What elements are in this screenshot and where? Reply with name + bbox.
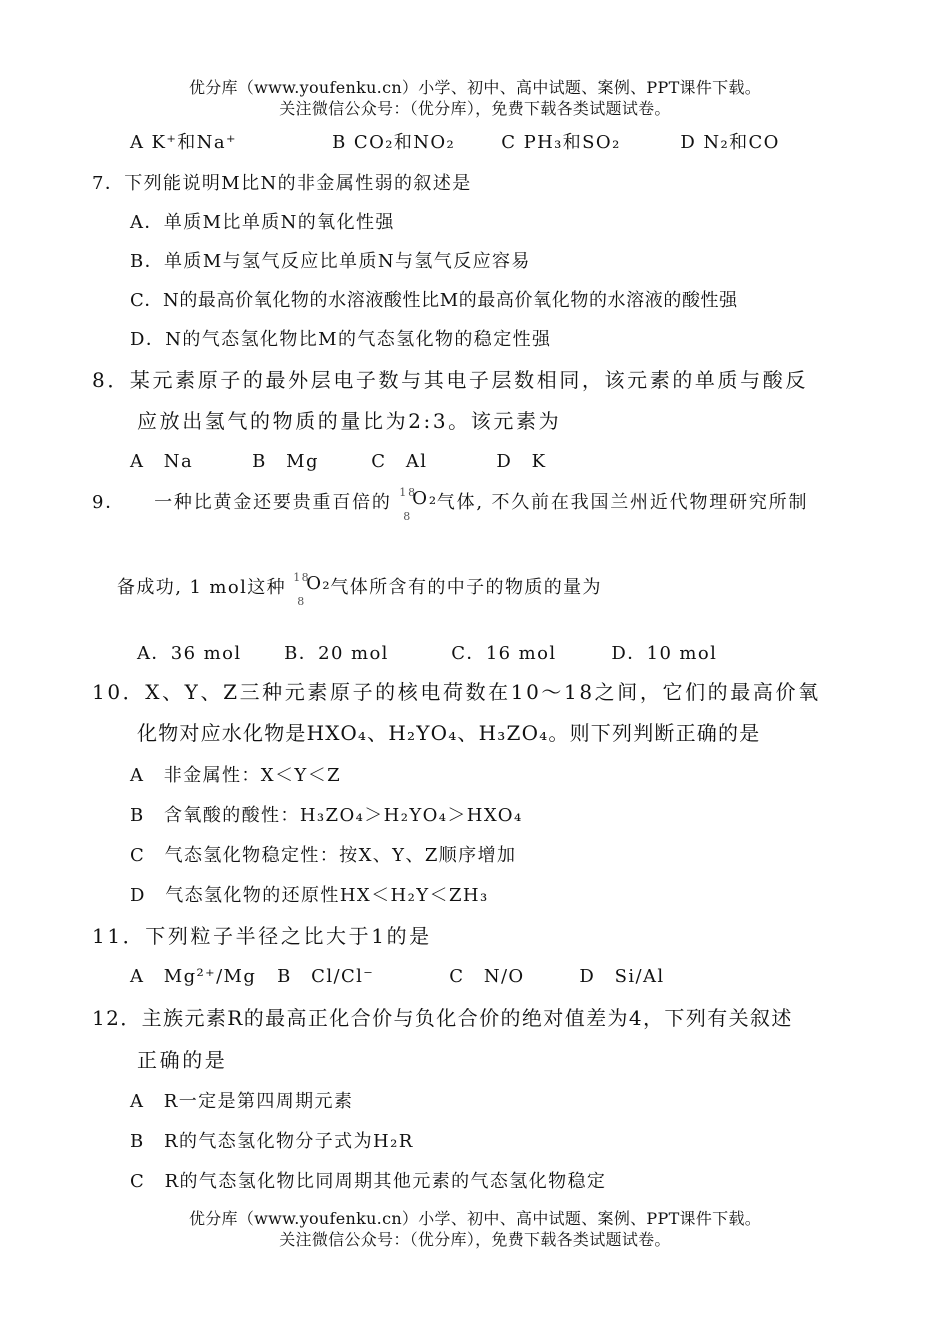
- q8-option-d: D K: [496, 451, 547, 472]
- q9-options: [137, 639, 717, 665]
- q8-options: [130, 447, 546, 473]
- q10-option-d: D 气态氢化物的还原性HX＜H₂Y＜ZH₃: [130, 885, 489, 906]
- isotope-o18-formula: 18 8 O₂: [293, 571, 331, 608]
- q9-option-c: C．16 mol: [451, 643, 557, 664]
- q11-option-d: D Si/Al: [579, 966, 665, 987]
- q12-stem-line-1: 12．主族元素R的最高正化合价与负化合价的绝对值差为4，下列有关叙述: [92, 1006, 793, 1030]
- q10-option-b: B 含氧酸的酸性：H₃ZO₄＞H₂YO₄＞HXO₄: [130, 805, 523, 826]
- q9-option-d: D．10 mol: [611, 643, 718, 664]
- q9-number: 9．: [92, 492, 126, 513]
- q8-stem-line-1: 8．某元素原子的最外层电子数与其电子层数相同，该元素的单质与酸反: [92, 368, 808, 392]
- q6-option-c: C PH₃和SO₂: [501, 132, 621, 153]
- q9-stem-line-2: 备成功, 1 mol这种 18 8 O₂ 气体所含有的中子的物质的量为: [117, 571, 602, 608]
- q11-stem: 11．下列粒子半径之比大于1的是: [92, 924, 432, 948]
- footer-line-1: 优分库（www.youfenku.cn）小学、初中、高中试题、案例、PPT课件下载。: [188, 1209, 762, 1228]
- q12-stem-line-2: 正确的是: [137, 1048, 228, 1072]
- q7-option-d: D．N的气态氢化物比M的气态氢化物的稳定性强: [130, 329, 552, 350]
- q6-option-a: A K⁺和Na⁺: [130, 132, 237, 153]
- q7-option-c: C．N的最高价氧化物的水溶液酸性比M的最高价氧化物的水溶液的酸性强: [130, 290, 738, 311]
- q9-stem-line-1: [92, 486, 809, 523]
- q10-stem-line-2: 化物对应水化物是HXO₄、H₂YO₄、H₃ZO₄。则下列判断正确的是: [137, 721, 761, 745]
- q6-option-d: D N₂和CO: [680, 132, 780, 153]
- q7-stem: 7．下列能说明M比N的非金属性弱的叙述是: [92, 173, 472, 194]
- q10-stem-line-1: 10．X、Y、Z三种元素原子的核电荷数在10～18之间，它们的最高价氧: [92, 680, 821, 704]
- q6-option-b: B CO₂和NO₂: [332, 132, 456, 153]
- q6-options: [130, 128, 780, 154]
- q7-option-a: A．单质M比单质N的氧化性强: [130, 212, 395, 233]
- q12-option-b: B R的气态氢化物分子式为H₂R: [130, 1131, 414, 1152]
- q8-option-a: A Na: [130, 451, 194, 472]
- q12-option-c: C R的气态氢化物比同周期其他元素的气态氢化物稳定: [130, 1171, 607, 1192]
- q10-option-c: C 气态氢化物稳定性：按X、Y、Z顺序增加: [130, 845, 517, 866]
- q8-stem-line-2: 应放出氢气的物质的量比为2:3。该元素为: [137, 409, 562, 433]
- q7-option-b: B．单质M与氢气反应比单质N与氢气反应容易: [130, 251, 531, 272]
- q11-option-c: C N/O: [449, 966, 525, 987]
- q11-option-b: B Cl/Cl⁻: [277, 966, 375, 987]
- q9-stem-post: 气体, 不久前在我国兰州近代物理研究所制: [436, 492, 809, 513]
- q12-option-a: A R一定是第四周期元素: [130, 1091, 354, 1112]
- footer-line-2: 关注微信公众号：（优分库），免费下载各类试题试卷。: [279, 1230, 671, 1249]
- header-line-2: 关注微信公众号：（优分库），免费下载各类试题试卷。: [279, 99, 671, 118]
- q10-option-a: A 非金属性：X＜Y＜Z: [130, 765, 342, 786]
- header-line-1: 优分库（www.youfenku.cn）小学、初中、高中试题、案例、PPT课件下载。: [188, 78, 762, 97]
- q8-option-b: B Mg: [252, 451, 319, 472]
- isotope-o18-formula: 18 8 O₂: [399, 486, 438, 523]
- q11-options: [130, 962, 665, 988]
- q8-option-c: C Al: [371, 451, 428, 472]
- q9-option-b: B．20 mol: [284, 643, 389, 664]
- q9-option-a: A．36 mol: [137, 643, 242, 664]
- q11-option-a: A Mg²⁺/Mg: [130, 966, 257, 987]
- q9-stem-pre: 一种比黄金还要贵重百倍的: [154, 492, 392, 513]
